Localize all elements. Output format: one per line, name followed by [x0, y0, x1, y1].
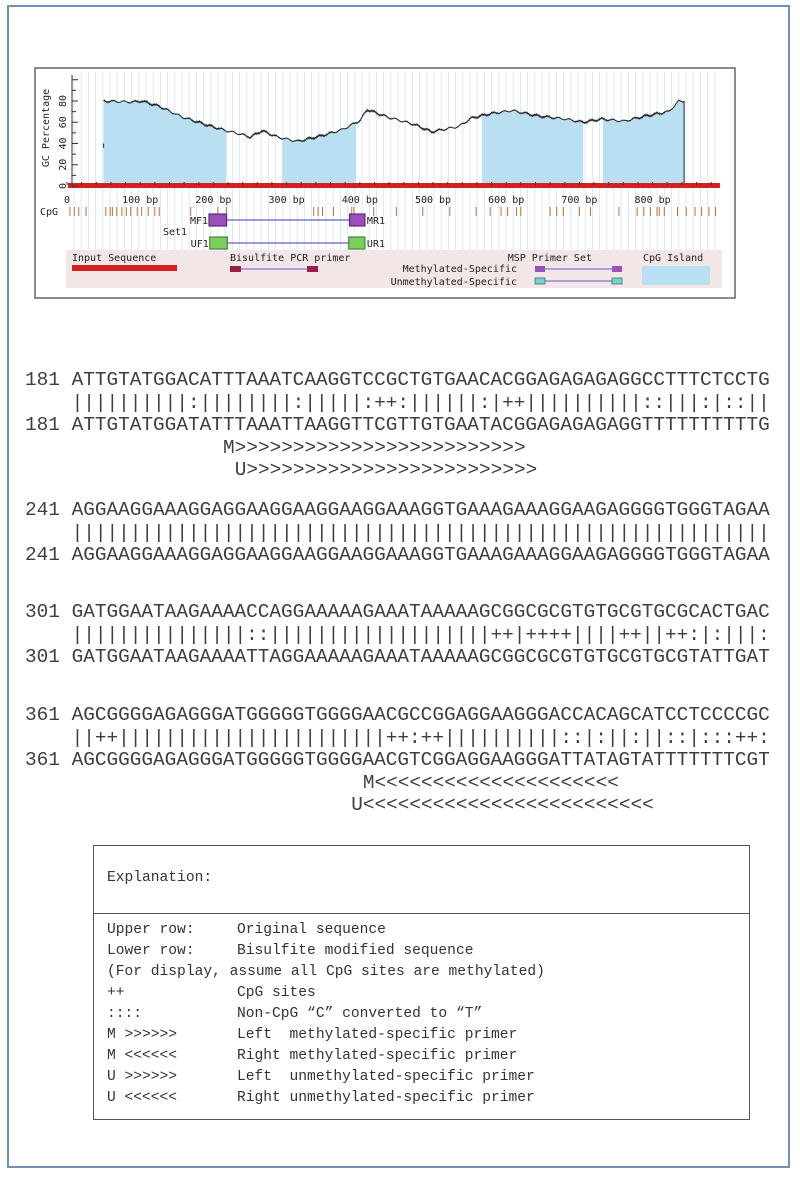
sequence-position: 241: [25, 499, 60, 521]
explanation-row: [107, 1046, 749, 1067]
original-sequence-row-text: ATTGTATGGACATTTAAATCAAGGTCCGCTGTGAACACGGAGAGAGAGGCCTTTCTCCTG: [71, 369, 770, 391]
bisulfite-sequence-row-text: AGCGGGGAGAGGGATGGGGGTGGGGAACGTCGGAGGAAGGGATTATAGTATTTTTTTCGT: [71, 749, 770, 771]
sequence-position: 181: [25, 414, 60, 436]
legend-input-sequence-swatch: [72, 265, 177, 271]
primer-set-label: Set1: [163, 227, 188, 238]
bisulfite-sequence-row: [25, 414, 770, 437]
explanation-desc: Bisulfite modified sequence: [237, 943, 474, 959]
left-primer-label: MF1: [189, 216, 209, 227]
x-tick-label: 0: [63, 195, 71, 206]
legend-methylated-specific: Methylated-Specific: [402, 264, 517, 275]
explanation-desc: Left methylated-specific primer: [237, 1027, 518, 1043]
x-tick-label: 500 bp: [414, 195, 452, 206]
explanation-key: Upper row:: [107, 922, 195, 938]
x-tick-label: 800 bp: [634, 195, 671, 206]
explanation-row: [107, 962, 749, 983]
explanation-desc: Non-CpG “C” converted to “T”: [237, 1006, 483, 1022]
primer-row: [25, 437, 770, 460]
explanation-row: [107, 1025, 749, 1046]
alignment-block: [25, 601, 770, 669]
legend-unmethylated-left: [535, 278, 545, 284]
primer-row-text: M<<<<<<<<<<<<<<<<<<<<<: [362, 771, 619, 794]
x-tick-label: 300 bp: [268, 195, 305, 206]
x-tick-label: 100 bp: [122, 195, 159, 206]
original-sequence-row: [25, 499, 770, 522]
primer-row-text: M>>>>>>>>>>>>>>>>>>>>>>>>>: [223, 436, 526, 459]
bisulfite-sequence-row: [25, 544, 770, 567]
legend-bisulfite-right: [307, 266, 318, 272]
match-row: [25, 522, 770, 545]
primer-row: [25, 794, 770, 817]
explanation-key: M >>>>>>: [107, 1027, 178, 1043]
original-sequence-row: [25, 601, 770, 624]
primer-row-text: U<<<<<<<<<<<<<<<<<<<<<<<<<: [351, 794, 654, 816]
sequence-position: 361: [25, 704, 60, 726]
explanation-row: [107, 1004, 749, 1025]
legend-methylated-right: [612, 266, 622, 272]
match-row: [25, 624, 770, 647]
alignment-block: [25, 369, 770, 482]
original-sequence-row: [25, 704, 770, 727]
primer-row: [25, 459, 770, 482]
explanation-key: Lower row:: [107, 943, 195, 959]
explanation-row: [107, 1088, 749, 1109]
explanation-desc: Right unmethylated-specific primer: [237, 1090, 535, 1106]
left-primer-label: UF1: [190, 239, 209, 250]
match-row-text: ||||||||||||||||||||||||||||||||||||||||||||||||||||||||||||: [71, 521, 770, 544]
original-sequence-row: [25, 369, 770, 392]
bisulfite-sequence-row: [25, 646, 770, 669]
explanation-title: Explanation:: [94, 846, 749, 914]
explanation-row: [107, 920, 749, 941]
input-sequence-bar: [68, 183, 720, 188]
right-primer-label: UR1: [366, 239, 385, 250]
original-sequence-row-text: AGGAAGGAAAGGAGGAAGGAAGGAAGGAAAGGTGAAAGAAAGGAAGAGGGGTGGGTAGAA: [71, 499, 770, 521]
sequence-position: 301: [25, 601, 60, 623]
legend-unmethylated-specific: Unmethylated-Specific: [390, 277, 517, 288]
explanation-desc: Right methylated-specific primer: [237, 1048, 518, 1064]
explanation-row: [107, 941, 749, 962]
right-primer-label: MR1: [366, 216, 385, 227]
explanation-desc: CpG sites: [237, 985, 316, 1001]
match-row-text: |||||||||||||||::|||||||||||||||||||++|++++||||++||++:|:|||:: [71, 623, 770, 646]
legend-methylated-left: [535, 266, 545, 272]
original-sequence-row-text: AGCGGGGAGAGGGATGGGGGTGGGGAACGCCGGAGGAAGGGACCACAGCATCCTCCCCGC: [71, 704, 770, 726]
sequence-position: 181: [25, 369, 60, 391]
explanation-key: ::::: [107, 1006, 143, 1022]
legend-msp-primer-set: MSP Primer Set: [507, 253, 592, 264]
bisulfite-sequence-row: [25, 749, 770, 772]
explanation-row: [107, 1067, 749, 1088]
cpg-island-area: [482, 110, 583, 186]
bisulfite-sequence-row-text: ATTGTATGGATATTTAAATTAAGGTTCGTTGTGAATACGGAGAGAGAGGTTTTTTTTTTG: [71, 414, 770, 436]
y-tick-label: 80: [58, 94, 69, 108]
sequence-position: 301: [25, 646, 60, 668]
match-row: [25, 392, 770, 415]
explanation-key: (For display, assume all CpG sites are methylated): [107, 964, 545, 980]
right-primer-box: [349, 237, 365, 249]
legend-cpg-island: CpG Island: [643, 253, 704, 264]
left-primer-box: [209, 214, 227, 226]
explanation-desc: Original sequence: [237, 922, 386, 938]
x-tick-label: 200 bp: [195, 195, 232, 206]
x-tick-label: 600 bp: [488, 195, 525, 206]
bisulfite-sequence-row-text: AGGAAGGAAAGGAGGAAGGAAGGAAGGAAAGGTGAAAGAAAGGAAGAGGGGTGGGTAGAA: [71, 544, 770, 566]
y-tick-label: 60: [58, 116, 69, 129]
explanation-desc: Left unmethylated-specific primer: [237, 1069, 535, 1085]
x-tick-label: 700 bp: [561, 195, 598, 206]
legend-input-sequence: Input Sequence: [72, 253, 157, 264]
legend-cpg-island-swatch: [642, 266, 710, 285]
y-tick-label: 40: [58, 137, 69, 150]
sequence-position: 361: [25, 749, 60, 771]
x-tick-label: 400 bp: [341, 195, 378, 206]
right-primer-box: [350, 214, 365, 226]
primer-row: [25, 772, 770, 795]
legend-bisulfite-primer: Bisulfite PCR primer: [230, 253, 351, 264]
original-sequence-row-text: GATGGAATAAGAAAACCAGGAAAAAGAAATAAAAAGCGGCGCGTGTGCGTGCGCACTGAC: [71, 601, 770, 623]
alignment-block: [25, 704, 770, 817]
explanation-key: M <<<<<<: [107, 1048, 178, 1064]
y-tick-label: 0: [58, 182, 69, 190]
bisulfite-sequence-row-text: GATGGAATAAGAAAATTAGGAAAAAGAAATAAAAAGCGGCGCGTGTGCGTGCGTATTGAT: [71, 646, 770, 668]
primer-row-text: U>>>>>>>>>>>>>>>>>>>>>>>>>: [234, 459, 538, 481]
y-tick-label: 20: [58, 158, 69, 171]
explanation-box: [93, 845, 750, 1120]
explanation-list: [94, 914, 749, 1109]
match-row-text: ||++|||||||||||||||||||||||++:++||||||||||::|:||:||::|:::++:: [71, 726, 770, 749]
cpg-row-label: CpG: [40, 207, 59, 218]
match-row: [25, 727, 770, 750]
explanation-key: ++: [107, 985, 125, 1001]
legend-bisulfite-left: [230, 266, 241, 272]
explanation-key: U <<<<<<: [107, 1090, 178, 1106]
sequence-position: 241: [25, 544, 60, 566]
alignment-block: [25, 499, 770, 567]
legend-unmethylated-right: [612, 278, 622, 284]
explanation-row: [107, 983, 749, 1004]
gc-content-chart: [0, 0, 800, 300]
explanation-key: U >>>>>>: [107, 1069, 178, 1085]
left-primer-box: [210, 237, 228, 249]
y-axis-label: GC Percentage: [41, 88, 52, 168]
match-row-text: ||||||||||:||||||||:|||||:++:||||||:|++||||||||||::|||:|::||: [71, 391, 770, 414]
